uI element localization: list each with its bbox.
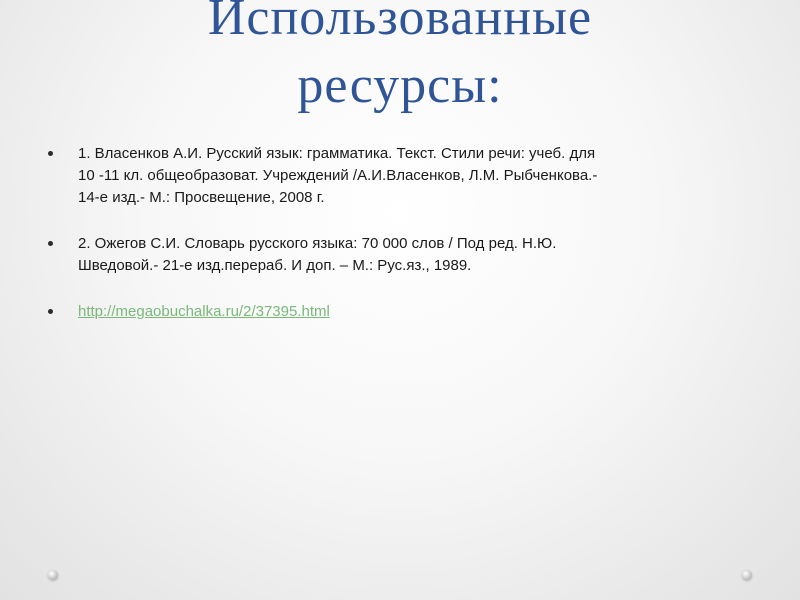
slide-title-line-1: Использованные — [207, 0, 593, 46]
ref-2-line-2: Шведовой.- 21-е изд.перераб. И доп. – М.: Рус.яз., 1989. — [78, 257, 472, 274]
ref-1-line-3: 14-е изд.- М.: Просвещение, 2008 г. — [78, 189, 325, 206]
ref-1-line-2: 10 -11 кл. общеобразоват. Учреждений /А.И.Власенков, Л.М. Рыбченкова.- — [78, 167, 598, 184]
slide-title — [40, 0, 760, 120]
bullet-icon — [48, 309, 53, 314]
bullet-icon — [48, 151, 53, 156]
list-item-link — [48, 301, 748, 323]
bullet-icon — [48, 241, 53, 246]
slide-title-line-2: ресурсы: — [297, 57, 503, 114]
corner-dot-right-icon — [742, 570, 752, 580]
resource-list — [48, 143, 748, 347]
list-item-ref-2 — [48, 233, 748, 277]
resource-link[interactable]: http://megaobuchalka.ru/2/37395.html — [78, 303, 330, 320]
corner-dot-left-icon — [48, 570, 58, 580]
list-item-ref-1 — [48, 143, 748, 209]
ref-1-line-1: 1. Власенков А.И. Русский язык: грамматика. Текст. Стили речи: учеб. для — [78, 145, 596, 162]
ref-2-line-1: 2. Ожегов С.И. Словарь русского языка: 70 000 слов / Под ред. Н.Ю. — [78, 235, 557, 252]
